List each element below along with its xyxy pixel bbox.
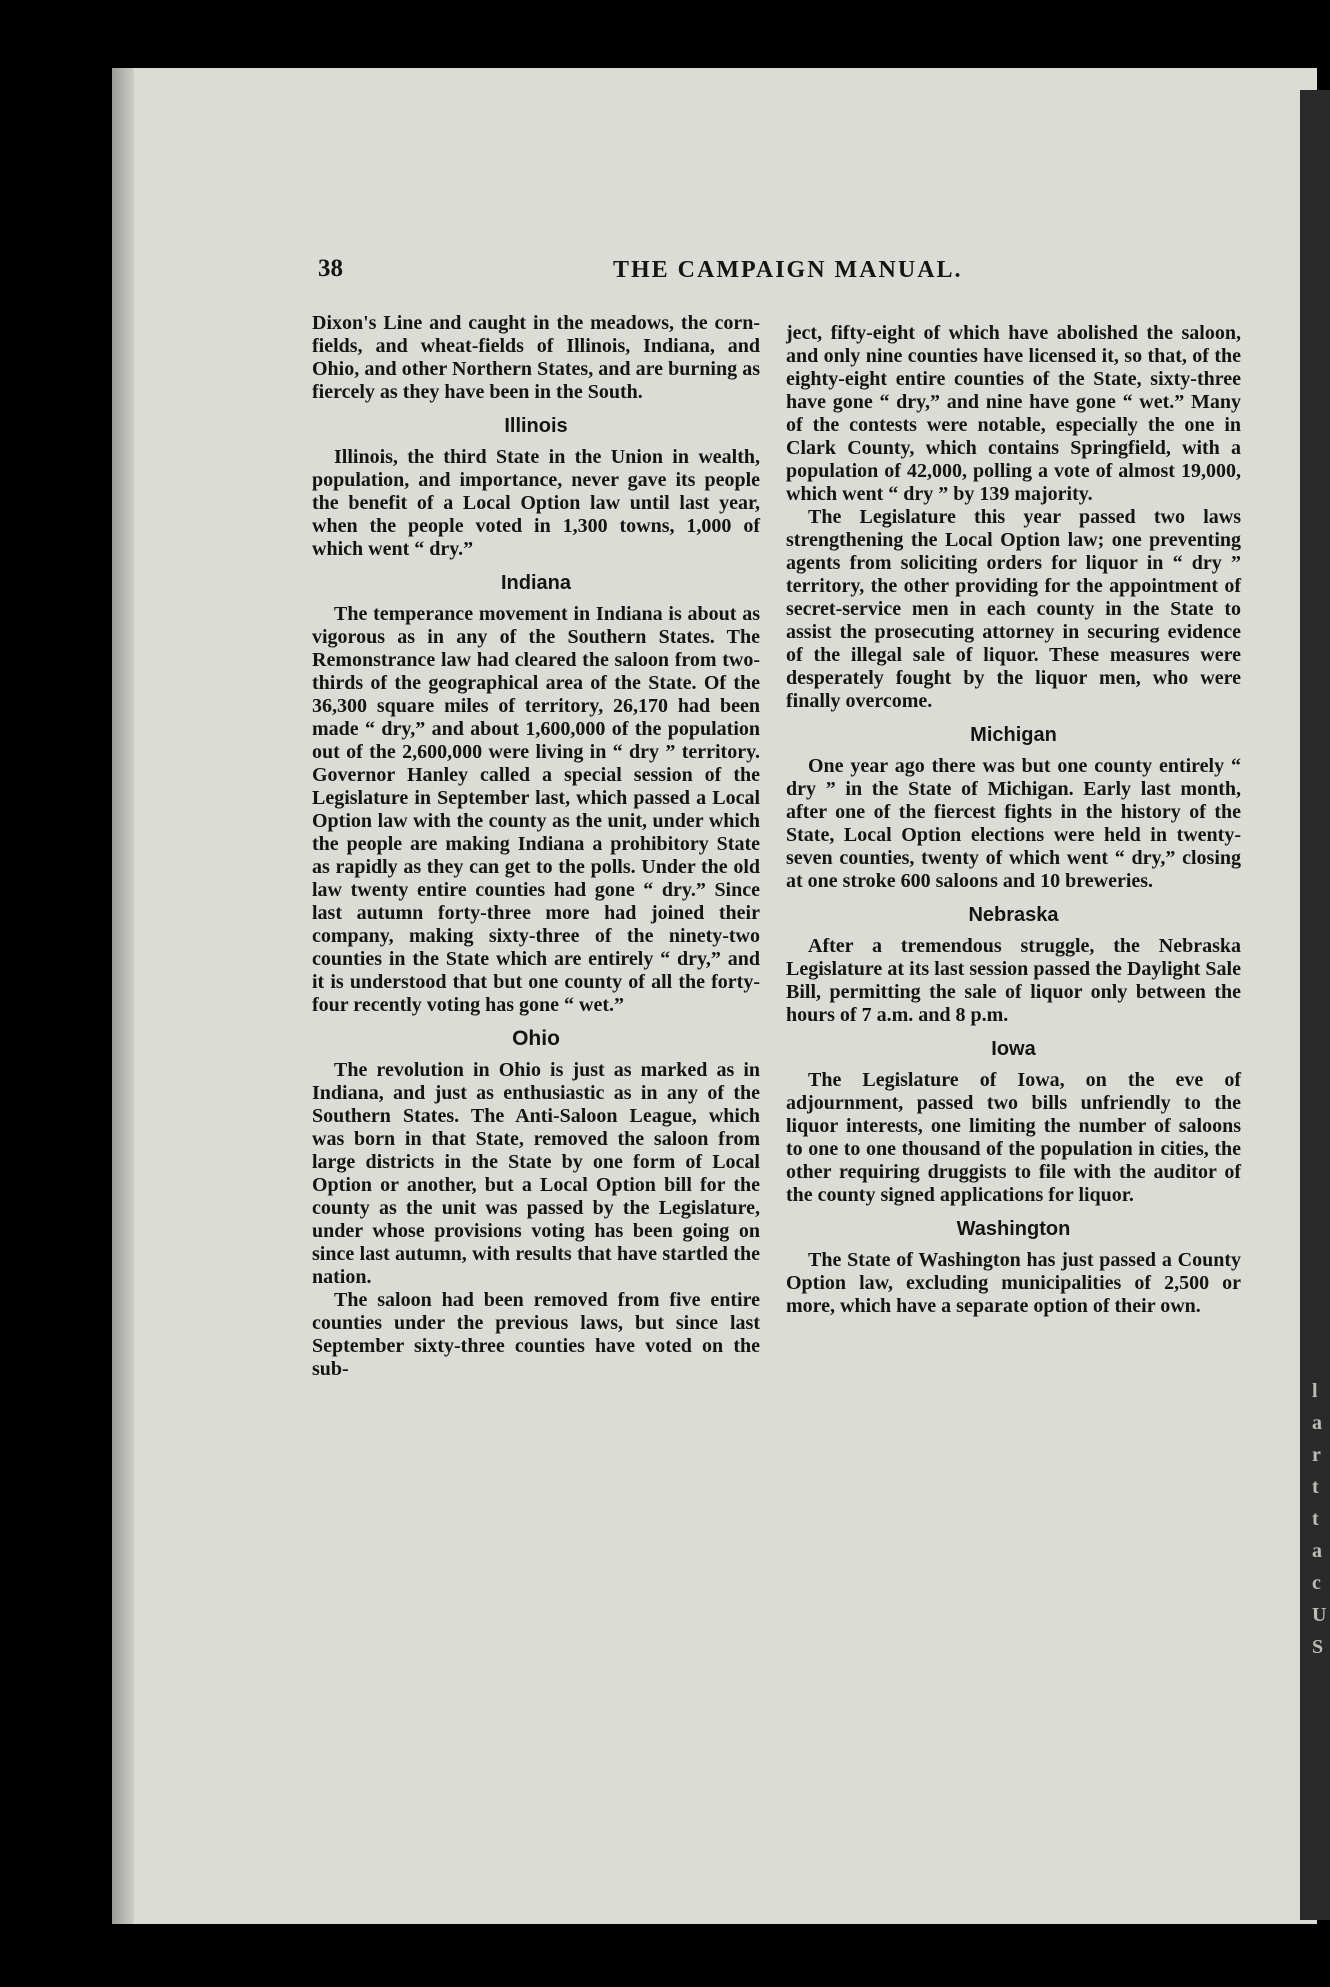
heading-illinois: Illinois bbox=[504, 415, 568, 437]
page-edge-shadow bbox=[112, 68, 134, 1924]
page-header bbox=[318, 255, 1178, 295]
legislature-paragraph: The Legislature this year passed two laws strengthening the Local Option law; one preventing agents from soliciting orders for liquor in “ dry ” territory, the other providing for the appointment of secret-service men in each county in the State to assist the prosecuting attorney in securing evidence of the illegal sale of liquor. These measures were desperately fought by the liquor men, who were finally overcome. bbox=[786, 506, 1241, 712]
right-column bbox=[786, 322, 1241, 1318]
left-column bbox=[312, 312, 760, 1381]
heading-michigan: Michigan bbox=[970, 724, 1057, 746]
iowa-paragraph: The Legislature of Iowa, on the eve of adjournment, passed two bills unfriendly to the liquor interests, one limiting the number of saloons to one to one thousand of the population in cities, the other requiring druggists to file with the auditor of the county signed applications for liquor. bbox=[786, 1069, 1241, 1206]
ohio-paragraph-2: The saloon had been removed from five entire counties under the previous laws, but since last September sixty-three counties have voted on the sub- bbox=[312, 1289, 760, 1380]
illinois-paragraph: Illinois, the third State in the Union in wealth, population, and importance, never gave its people the benefit of a Local Option law until last year, when the people voted in 1,300 towns, 1,000 of which went “ dry.” bbox=[312, 446, 760, 560]
heading-indiana: Indiana bbox=[500, 572, 571, 594]
facing-page-fragment: l a r t t a c U S bbox=[1312, 1380, 1327, 1658]
ohio-continued-paragraph: ject, fifty-eight of which have abolished the saloon, and only nine counties have licensed it, so that, of the eighty-eight entire counties of the State, sixty-three have gone “ dry,” and nine have gone “ wet.” Many of the contests were notable, especially the one in Clark County, which contains Springfield, with a population of 42,000, polling a vote of almost 19,000, which went “ dry ” by 139 majority. bbox=[786, 322, 1241, 505]
michigan-paragraph: One year ago there was but one county entirely “ dry ” in the State of Michigan. Early last month, after one of the fiercest fights in the history of the State, Local Option elections were held in twenty-seven counties, twenty of which went “ dry,” closing at one stroke 600 saloons and 10 breweries. bbox=[786, 755, 1241, 892]
heading-ohio: Ohio bbox=[512, 1027, 560, 1050]
intro-paragraph: Dixon's Line and caught in the meadows, the corn-fields, and wheat-fields of Illinois, Indiana, and Ohio, and other Northern States, and are burning as fiercely as they have been in the South. bbox=[312, 312, 760, 403]
heading-washington: Washington bbox=[956, 1218, 1071, 1240]
ohio-paragraph-1: The revolution in Ohio is just as marked as in Indiana, and just as enthusiastic as in any of the Southern States. The Anti-Saloon League, which was born in that State, removed the saloon from large districts in the State by one form of Local Option or another, but a Local Option bill for the county as the unit was passed by the Legislature, under whose provisions voting has been going on since last autumn, with results that have startled the nation. bbox=[312, 1059, 760, 1288]
washington-paragraph: The State of Washington has just passed a County Option law, excluding municipalities of 2,500 or more, which have a separate option of their own. bbox=[786, 1249, 1241, 1317]
heading-iowa: Iowa bbox=[991, 1038, 1036, 1060]
nebraska-paragraph: After a tremendous struggle, the Nebraska Legislature at its last session passed the Daylight Sale Bill, permitting the sale of liquor only between the hours of 7 a.m. and 8 p.m. bbox=[786, 935, 1241, 1026]
page-number: 38 bbox=[318, 255, 343, 282]
running-title: THE CAMPAIGN MANUAL. bbox=[613, 257, 963, 283]
heading-nebraska: Nebraska bbox=[968, 904, 1059, 926]
indiana-paragraph: The temperance movement in Indiana is about as vigorous as in any of the Southern States. The Remonstrance law had cleared the saloon from two-thirds of the geographical area of the State. Of the 36,300 square miles of territory, 26,170 had been made “ dry,” and about 1,600,000 of the population out of the 2,600,000 were living in “ dry ” territory. Governor Hanley called a special session of the Legislature in September last, which passed a Local Option law with the county as the unit, under which the people are making Indiana a prohibitory State as rapidly as they can get to the polls. Under the old law twenty entire counties had gone “ dry.” Since last autumn forty-three more had joined their company, making sixty-three of the ninety-two counties in the State which are entirely “ dry,” and it is understood that but one county of all the forty-four recently voting has gone “ wet.” bbox=[312, 603, 760, 1016]
